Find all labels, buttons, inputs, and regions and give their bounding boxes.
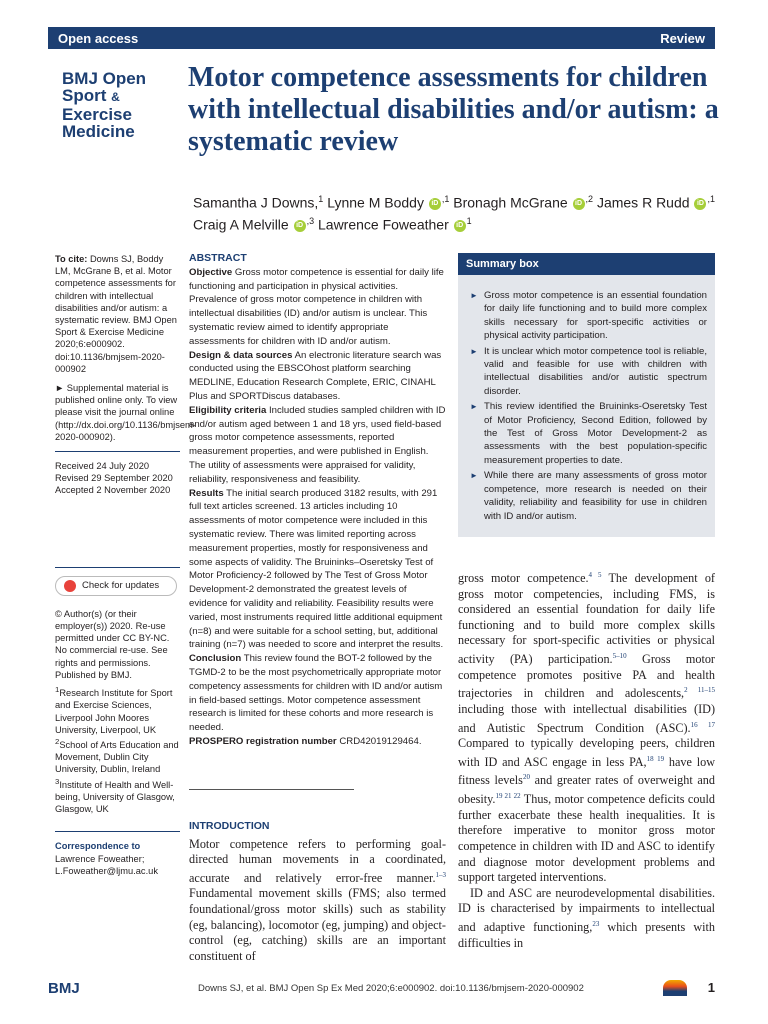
summary-box-heading: Summary box <box>458 253 715 275</box>
list-item: ► While there are many assessments of gross motor competence, more research is needed on their validity, reliability and feasibility for use in children with ID and/or autism. <box>470 470 707 522</box>
bmj-logo: BMJ <box>48 980 80 997</box>
bullet-arrow-icon: ► <box>470 291 478 300</box>
check-for-updates-button[interactable]: Check for updates <box>55 576 177 596</box>
basis-logo-icon <box>663 980 687 996</box>
article-title: Motor competence assessments for children with intellectual disabilities and/or autism: a systematic review <box>188 62 719 157</box>
summary-box <box>458 253 715 537</box>
open-access-label: Open access <box>58 30 139 46</box>
body-text-right: gross motor competence.$^{4 5}$ The development of gross motor competencies, including FMS, is considered an essential foundation for daily life functioning and to build more complex skills necessary for sport-specific activities or physical activity (PA) participation.$^{5-10}$ Gross motor competence promotes positive PA and health trajectories in children and adolescents,$^{2 11-15}$ including those with intellectual disabilities (ID) and Autistic Spectrum Condition (ASC).$^{16 17}$ Compared to typically developing peers, children with ID and ASC engage in less PA,$^{18 19}$ have low fitness levels$^{20}$ and greater rates of overweight and obesity.$^{19 21 22}$ Thus, motor competence deficits could further exacerbate these health inequalities. It is therefore imperative to monitor gross motor competence in children with ID and ASC to identify and diagnose motor development problems and support targeted interventions. ID and ASC are neurodevelopmental disabilities. ID is characterised by impairments to intellectual and adaptive functioning,$^{23}$ which presents with difficulties in <box>458 571 716 950</box>
bullet-arrow-icon: ► <box>470 402 478 412</box>
top-banner <box>48 27 715 49</box>
supplemental-note: ► Supplemental material is published online only. To view please visit the journal online (http://dx.doi.org/10.1136/bmjsem-2020-000902). <box>55 383 196 442</box>
introduction-heading: INTRODUCTION <box>189 820 270 832</box>
sidebar-metadata <box>55 253 196 877</box>
abstract-divider <box>189 789 354 790</box>
journal-logo: BMJ Open Sport & Exercise Medicine <box>62 69 147 141</box>
orcid-icon[interactable]: iD <box>294 220 306 232</box>
citation-block: To cite: Downs SJ, Boddy LM, McGrane B, et al. Motor competence assessments for children with intellectual disabilities and/or autism: a systematic review. BMJ Open Sport & Exercise Medicine 2020;6:e000902. doi:10.1136/bmjsem-2020-000902 <box>55 254 177 374</box>
revised-date: Revised 29 September 2020 <box>55 473 173 484</box>
bullet-arrow-icon: ► <box>470 471 478 481</box>
copyright-notice: © Author(s) (or their employer(s)) 2020. Re-use permitted under CC BY-NC. No commercial re-use. See rights and permissions. Published by BMJ. <box>55 608 170 680</box>
bullet-arrow-icon: ► <box>470 346 478 356</box>
orcid-icon[interactable]: iD <box>454 220 466 232</box>
received-date: Received 24 July 2020 <box>55 461 150 472</box>
correspondence: Correspondence to Lawrence Foweather; L.Foweather@ljmu.ac.uk <box>55 841 158 876</box>
footer-citation: Downs SJ, et al. BMJ Open Sp Ex Med 2020;6:e000902. doi:10.1136/bmjsem-2020-000902 <box>198 983 584 994</box>
orcid-icon[interactable]: iD <box>573 198 585 210</box>
summary-list <box>458 289 715 523</box>
list-item: ► Gross motor competence is an essential foundation for daily life functioning and to build more complex skills necessary for sport-specific activities or physical activity participation. <box>470 290 707 342</box>
affiliations: $^1$Research Institute for Sport and Exercise Sciences, Liverpool John Moores University, Liverpool, UK $^2$School of Arts Education and Movement, Dublin City University, Dublin, Ireland $^3$Institute of Health and Well-being, University of Glasgow, Glasgow, UK <box>55 685 179 815</box>
orcid-icon[interactable]: iD <box>429 198 441 210</box>
abstract: ABSTRACT Objective Gross motor competence is essential for daily life functioning and participation in physical activities. Prevalence of gross motor competence in children with intellectual disabilities (ID) and/or autism is unclear. This systematic review aimed to identify appropriate assessments for children with ID and/or autism. Design & data sources An electronic literature search was conducted using the EBSCOhost platform searching MEDLINE, Education Research Complete, ERIC, CINAHL Plus and SPORTDiscus databases. Eligibility criteria Included studies sampled children with ID and/or autism aged between 1 and 18 yrs, used field-based gross motor competence assessments, reported measurement properties, and were published in English. The utility of assessments were appraised for validity, reliability, responsiveness and feasibility. Results The initial search produced 3182 results, with 291 full text articles screened. 13 articles including 10 assessments of motor competence were included in this systematic review. There was limited reporting across measurement properties, mostly for responsiveness and some aspects of validity. The Bruininks–Oseretsky Test of Motor Proficiency-2 followed by The Test of Gross Motor Development-2 demonstrated the greatest levels of evidence for validity and reliability. Feasibility results were varied, most instruments required little additional equipment (n=8) and were suitable for a school setting, but, additional training (n=7) was needed to score and interpret the results. Conclusion This review found the BOT-2 followed by the TGMD-2 to be the most psychometrically appropriate motor competency assessments for children with ID and/or autism in field-based settings. Motor competence assessment research is limited for these cohorts and more research is needed. PROSPERO registration number CRD42019129464. <box>189 252 446 747</box>
accepted-date: Accepted 2 November 2020 <box>55 485 171 496</box>
orcid-icon[interactable]: iD <box>694 198 706 210</box>
article-type-label: Review <box>660 30 705 46</box>
abstract-heading: ABSTRACT <box>189 252 247 264</box>
page-number: 1 <box>707 980 715 995</box>
crossmark-icon <box>64 580 76 592</box>
list-item: ► This review identified the Bruininks-Oseretsky Test of Motor Proficiency, Second Edition, followed by the Test of Gross Motor Development-2 as assessments with the best population-specific measurement properties to date. <box>470 401 707 466</box>
introduction-section: INTRODUCTION Motor competence refers to performing goal-directed human movements in a coordinated, accurate and relatively error-free manner.$^{1-3}$ Fundamental movement skills (FMS; also termed foundational/gross motor skills) such as stability (eg, balancing), locomotor (eg, jumping) and object-control (eg, catching) skills are an important constituent of <box>189 820 446 963</box>
page-footer <box>48 980 715 1000</box>
correspondence-email[interactable]: L.Foweather@ljmu.ac.uk <box>55 865 158 876</box>
list-item: ► It is unclear which motor competence tool is reliable, valid and feasible for use with children with intellectual disabilities and/or autistic spectrum disorder. <box>470 345 707 397</box>
author-list: Samantha J Downs,$^1$ Lynne M Boddy iD $^{,1}$ Bronagh McGrane iD $^{,2}$ James R Rudd iD $^{,1}$ Craig A Melville iD $^{,3}$ Lawrence Foweather iD $^1$ <box>193 194 715 233</box>
